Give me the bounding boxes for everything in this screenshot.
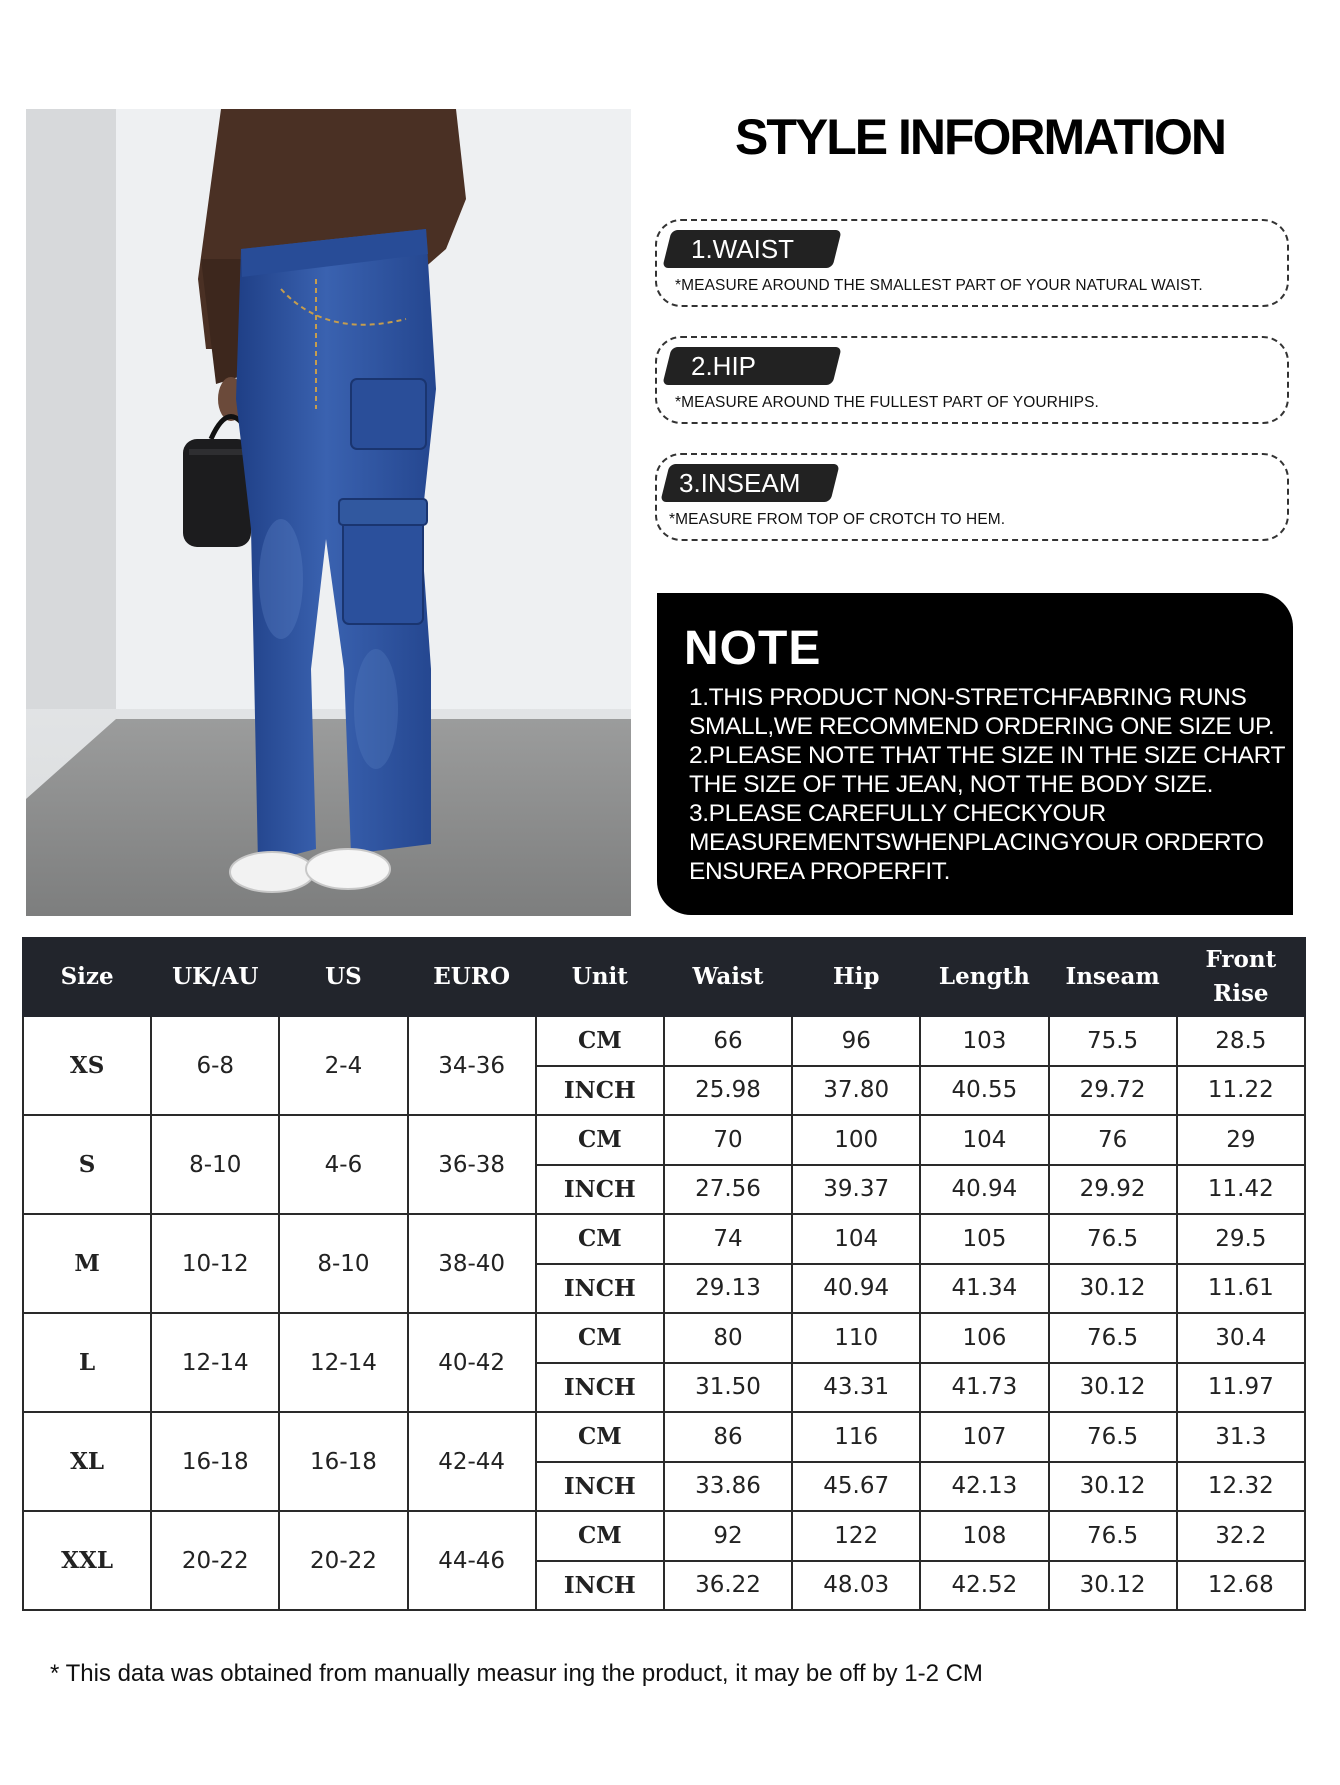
euro-cell: 42-44 [408,1412,536,1511]
euro-cell: 44-46 [408,1511,536,1610]
note-line: SMALL,WE RECOMMEND ORDERING ONE SIZE UP. [689,713,1275,740]
waist-tag: 1.WAIST [662,230,841,268]
unit-cell: CM [536,1214,664,1264]
header-waist: Waist [664,938,792,1016]
us-cell: 20-22 [279,1511,407,1610]
hip-description: *MEASURE AROUND THE FULLEST PART OF YOURHIPS. [675,394,1099,411]
length-cell: 40.55 [920,1066,1048,1116]
hip-cell: 110 [792,1313,920,1363]
table-row [23,1115,1305,1165]
size-table-body [23,1016,1305,1610]
unit-cell: INCH [536,1264,664,1314]
unit-cell: INCH [536,1561,664,1611]
note-line: 2.PLEASE NOTE THAT THE SIZE IN THE SIZE CHART IS [689,742,1314,769]
inseam-description: *MEASURE FROM TOP OF CROTCH TO HEM. [669,511,1006,528]
uk-au-cell: 20-22 [151,1511,279,1610]
inseam-cell: 76 [1049,1115,1177,1165]
front-rise-cell: 29.5 [1177,1214,1305,1264]
hip-cell: 40.94 [792,1264,920,1314]
uk-au-cell: 10-12 [151,1214,279,1313]
model-wearing-cargo-jeans-illustration [26,109,631,916]
waist-cell: 31.50 [664,1363,792,1413]
header-us: US [279,938,407,1016]
product-photo [26,109,631,916]
us-cell: 16-18 [279,1412,407,1511]
unit-cell: CM [536,1511,664,1561]
euro-cell: 34-36 [408,1016,536,1115]
front-rise-cell: 29 [1177,1115,1305,1165]
waist-cell: 33.86 [664,1462,792,1512]
us-cell: 4-6 [279,1115,407,1214]
hip-tag: 2.HIP [662,347,841,385]
waist-cell: 27.56 [664,1165,792,1215]
header-inseam: Inseam [1049,938,1177,1016]
size-cell: XL [23,1412,151,1511]
hip-cell: 48.03 [792,1561,920,1611]
size-cell: M [23,1214,151,1313]
front-rise-cell: 11.61 [1177,1264,1305,1314]
waist-cell: 66 [664,1016,792,1066]
inseam-cell: 76.5 [1049,1511,1177,1561]
inseam-cell: 30.12 [1049,1462,1177,1512]
uk-au-cell: 12-14 [151,1313,279,1412]
note-line: 1.THIS PRODUCT NON-STRETCHFABRING RUNS [689,684,1247,711]
note-line: 3.PLEASE CAREFULLY CHECKYOUR [689,800,1106,827]
front-rise-cell: 11.42 [1177,1165,1305,1215]
uk-au-cell: 8-10 [151,1115,279,1214]
waist-cell: 70 [664,1115,792,1165]
unit-cell: CM [536,1412,664,1462]
unit-cell: INCH [536,1165,664,1215]
measurement-footnote: * This data was obtained from manually measur ing the product, it may be off by 1-2 CM [50,1660,983,1687]
front-rise-cell: 31.3 [1177,1412,1305,1462]
length-cell: 104 [920,1115,1048,1165]
inseam-cell: 76.5 [1049,1412,1177,1462]
waist-cell: 25.98 [664,1066,792,1116]
waist-cell: 92 [664,1511,792,1561]
inseam-cell: 30.12 [1049,1561,1177,1611]
length-cell: 41.73 [920,1363,1048,1413]
hip-cell: 96 [792,1016,920,1066]
note-line: THE SIZE OF THE JEAN, NOT THE BODY SIZE. [689,771,1214,798]
header-length: Length [920,938,1048,1016]
inseam-cell: 29.92 [1049,1165,1177,1215]
waist-description: *MEASURE AROUND THE SMALLEST PART OF YOUR NATURAL WAIST. [675,277,1203,294]
length-cell: 41.34 [920,1264,1048,1314]
length-cell: 42.13 [920,1462,1048,1512]
header-euro: EURO [408,938,536,1016]
length-cell: 42.52 [920,1561,1048,1611]
length-cell: 106 [920,1313,1048,1363]
front-rise-cell: 12.68 [1177,1561,1305,1611]
hip-cell: 104 [792,1214,920,1264]
front-rise-cell: 11.22 [1177,1066,1305,1116]
unit-cell: CM [536,1313,664,1363]
inseam-cell: 30.12 [1049,1264,1177,1314]
length-cell: 40.94 [920,1165,1048,1215]
euro-cell: 38-40 [408,1214,536,1313]
header-hip: Hip [792,938,920,1016]
waist-measure-box [655,219,1289,307]
header-front-rise: Front Rise [1177,938,1305,1016]
unit-cell: INCH [536,1363,664,1413]
unit-cell: CM [536,1115,664,1165]
inseam-cell: 30.12 [1049,1363,1177,1413]
inseam-cell: 75.5 [1049,1016,1177,1066]
table-header-row [23,938,1305,1016]
uk-au-cell: 16-18 [151,1412,279,1511]
inseam-measure-box [655,453,1289,541]
table-row [23,1412,1305,1462]
front-rise-cell: 30.4 [1177,1313,1305,1363]
front-rise-cell: 28.5 [1177,1016,1305,1066]
inseam-cell: 76.5 [1049,1313,1177,1363]
unit-cell: INCH [536,1462,664,1512]
length-cell: 103 [920,1016,1048,1066]
size-cell: L [23,1313,151,1412]
table-row [23,1511,1305,1561]
hip-cell: 37.80 [792,1066,920,1116]
size-cell: XXL [23,1511,151,1610]
hip-cell: 116 [792,1412,920,1462]
length-cell: 105 [920,1214,1048,1264]
length-cell: 108 [920,1511,1048,1561]
inseam-cell: 76.5 [1049,1214,1177,1264]
size-chart-table [22,937,1306,1611]
note-line: MEASUREMENTSWHENPLACINGYOUR ORDERTO [689,829,1264,856]
length-cell: 107 [920,1412,1048,1462]
style-information-title: STYLE INFORMATION [734,109,1226,165]
waist-cell: 29.13 [664,1264,792,1314]
note-text [689,683,1314,886]
header-unit: Unit [536,938,664,1016]
unit-cell: INCH [536,1066,664,1116]
header-size: Size [23,938,151,1016]
note-panel [657,593,1314,915]
front-rise-cell: 12.32 [1177,1462,1305,1512]
hip-cell: 100 [792,1115,920,1165]
us-cell: 8-10 [279,1214,407,1313]
us-cell: 2-4 [279,1016,407,1115]
front-rise-cell: 11.97 [1177,1363,1305,1413]
waist-cell: 86 [664,1412,792,1462]
inseam-tag: 3.INSEAM [660,464,839,502]
unit-cell: CM [536,1016,664,1066]
size-cell: XS [23,1016,151,1115]
table-row [23,1313,1305,1363]
hip-cell: 45.67 [792,1462,920,1512]
size-cell: S [23,1115,151,1214]
uk-au-cell: 6-8 [151,1016,279,1115]
euro-cell: 40-42 [408,1313,536,1412]
header-uk-au: UK/AU [151,938,279,1016]
note-title: NOTE [684,622,822,675]
us-cell: 12-14 [279,1313,407,1412]
table-row [23,1016,1305,1066]
waist-cell: 80 [664,1313,792,1363]
hip-measure-box [655,336,1289,424]
front-rise-cell: 32.2 [1177,1511,1305,1561]
waist-cell: 36.22 [664,1561,792,1611]
note-line: ENSUREA PROPERFIT. [689,858,950,885]
inseam-cell: 29.72 [1049,1066,1177,1116]
hip-cell: 43.31 [792,1363,920,1413]
hip-cell: 39.37 [792,1165,920,1215]
table-row [23,1214,1305,1264]
waist-cell: 74 [664,1214,792,1264]
euro-cell: 36-38 [408,1115,536,1214]
hip-cell: 122 [792,1511,920,1561]
